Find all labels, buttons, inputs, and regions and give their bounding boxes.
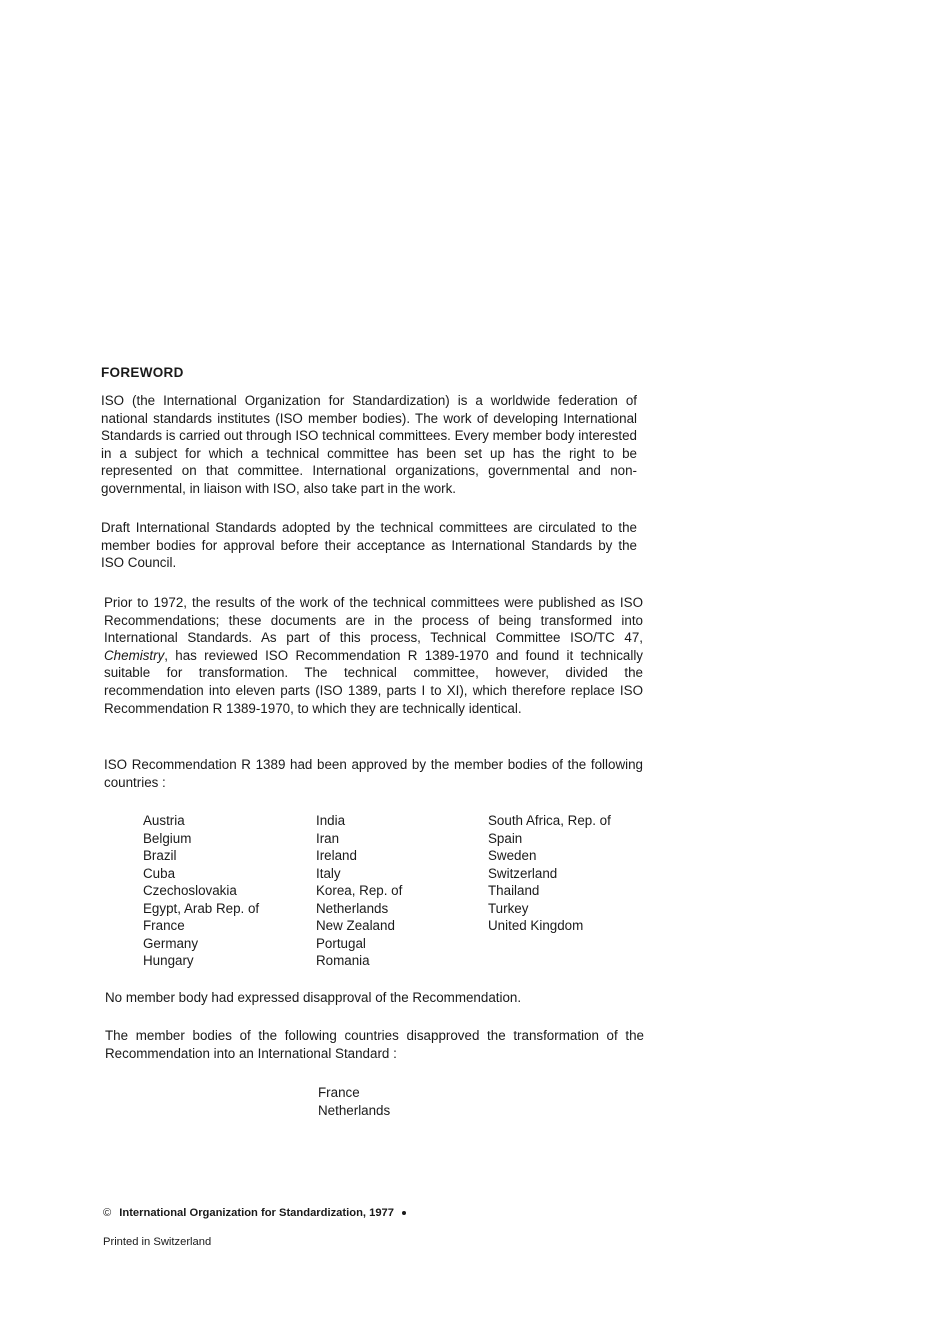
country-list-item: Portugal [316,935,366,951]
country-list-item: Belgium [143,830,192,846]
country-list-item: New Zealand [316,918,395,933]
approving-countries-column-3 [488,812,611,935]
copyright-text: International Organization for Standardization, 1977 [119,1207,395,1219]
country-list-item: India [316,813,346,828]
country-list-item: Netherlands [316,900,389,916]
country-list-item: Turkey [488,900,529,916]
disapproving-countries-list [318,1084,390,1119]
country-list-item: Czechoslovakia [143,883,237,898]
country-list-item: Italy [316,865,341,881]
country-list-item: United Kingdom [488,918,584,933]
country-list-item: South Africa, Rep. of [488,813,611,828]
country-list-item: Brazil [143,848,177,863]
copyright-line [103,1207,406,1219]
foreword-heading: FOREWORD [101,365,184,380]
foreword-paragraph-4: ISO Recommendation R 1389 had been approved by the member bodies of the following countries : [104,757,643,790]
country-list-item: Egypt, Arab Rep. of [143,900,260,916]
country-list-item: Korea, Rep. of [316,883,403,898]
foreword-paragraph-5: No member body had expressed disapproval of the Recommendation. [105,990,522,1005]
country-list-item: Netherlands [318,1102,391,1118]
country-list-item: Cuba [143,865,176,881]
country-list-item: Switzerland [488,865,558,881]
country-list-item: France [143,918,185,933]
approving-countries-column-2 [316,812,402,970]
foreword-paragraph-6: The member bodies of the following countries disapproved the transformation of the Recommendation into an International Standard : [105,1028,644,1061]
country-list-item: Iran [316,830,340,846]
country-list-item: Spain [488,830,523,846]
country-list-item: Sweden [488,848,537,863]
foreword-paragraph-2: Draft International Standards adopted by the technical committees are circulated to the member bodies for approval before their acceptance as International Standards by the ISO Council. [101,520,637,571]
paragraph-3-text-start: Prior to 1972, the results of the work of the technical committees were published as ISO Recommendations; these documents are in the process of being transformed into International Standards. As part of this process, Technical Committee ISO/TC 47, [104,595,643,646]
country-list-item: Austria [143,813,185,828]
committee-title: Chemistry [104,647,165,663]
printed-in-note: Printed in Switzerland [103,1236,212,1248]
bullet-dot-icon [402,1211,406,1215]
country-list-item: France [318,1085,360,1100]
foreword-paragraph-3 [104,594,643,717]
paragraph-3-text-end: , has reviewed ISO Recommendation R 1389-1970 and found it technically suitable for transformation. The technical committee, however, divided the recommendation into eleven parts (ISO 1389, parts I to XI), which therefore replace ISO Recommendation R 1389-1970, to which they are technically identical. [104,647,643,716]
country-list-item: Germany [143,935,199,951]
approving-countries-column-1 [143,812,259,970]
country-list-item: Thailand [488,883,540,898]
country-list-item: Romania [316,953,370,968]
country-list-item: Ireland [316,848,357,863]
foreword-paragraph-1: ISO (the International Organization for Standardization) is a worldwide federation of national standards institutes (ISO member bodies). The work of developing International Standards is carried out through ISO technical committees. Every member body interested in a subject for which a technical committee has been set up has the right to be represented on that committee. International organizations, governmental and non-governmental, in liaison with ISO, also take part in the work. [101,393,637,496]
copyright-symbol: © [103,1207,112,1219]
country-list-item: Hungary [143,953,194,968]
